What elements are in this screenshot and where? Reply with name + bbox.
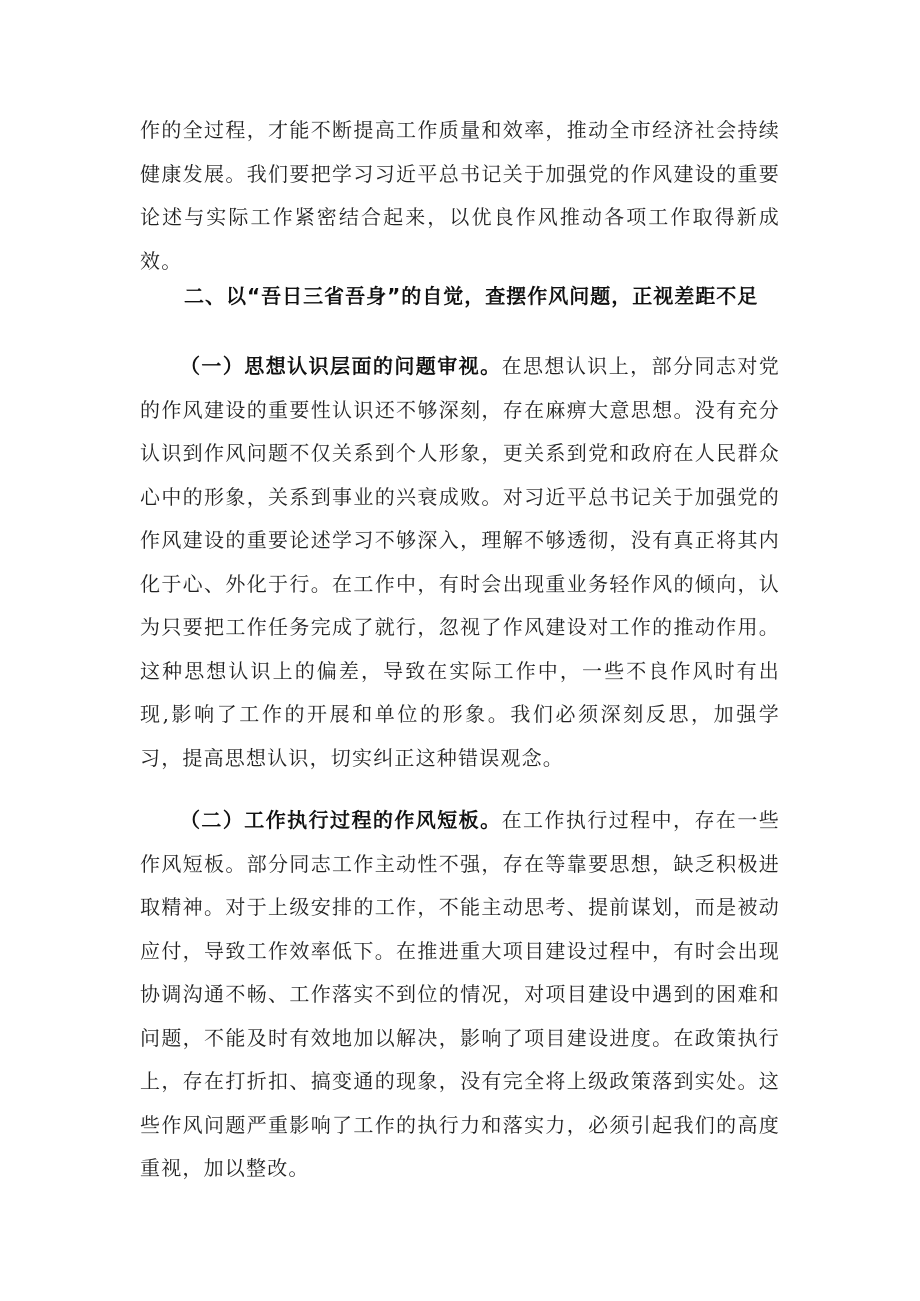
subsection-paragraph-1 xyxy=(140,345,780,780)
subsection-title-1: （一）思想认识层面的问题审视。 xyxy=(180,354,502,378)
section-heading: 二、以“吾日三省吾身”的自觉，查摆作风问题，正视差距不足 xyxy=(184,284,759,308)
subsection-body-2: 在工作执行过程中，存在一些作风短板。部分同志工作主动性不强，存在等靠要思想，缺乏积极进取精神。对于上级安排的工作，不能主动思考、提前谋划，而是被动应付，导致工作效率低下。在推进重大项目建设过程中，有时会出现协调沟通不畅、工作落实不到位的情况，对项目建设中遇到的困难和问题，不能及时有效地加以解决，影响了项目建设进度。在政策执行上，存在打折扣、搞变通的现象，没有完全将上级政策落到实处。这些作风问题严重影响了工作的执行力和落实力，必须引起我们的高度重视，加以整改。 xyxy=(140,808,781,1180)
subsection-body-1: 在思想认识上，部分同志对党的作风建设的重要性认识还不够深刻，存在麻痹大意思想。没有充分认识到作风问题不仅关系到个人形象，更关系到党和政府在人民群众心中的形象，关系到事业的兴衰成败。对习近平总书记关于加强党的作风建设的重要论述学习不够深入，理解不够透彻，没有真正将其内化于心、外化于行。在工作中，有时会出现重业务轻作风的倾向，认为只要把工作任务完成了就行，忽视了作风建设对工作的推动作用。这种思想认识上的偏差，导致在实际工作中，一些不良作风时有出现,影响了工作的开展和单位的形象。我们必须深刻反思，加强学习，提高思想认识，切实纠正这种错误观念。 xyxy=(140,354,781,770)
subsection-title-2: （二）工作执行过程的作风短板。 xyxy=(180,808,502,832)
subsection-paragraph-2 xyxy=(140,799,780,1191)
paragraph-continuation: 作的全过程，才能不断提高工作质量和效率，推动全市经济社会持续健康发展。我们要把学习习近平总书记关于加强党的作风建设的重要论述与实际工作紧密结合起来，以优良作风推动各项工作取得新成效。 xyxy=(140,118,780,273)
